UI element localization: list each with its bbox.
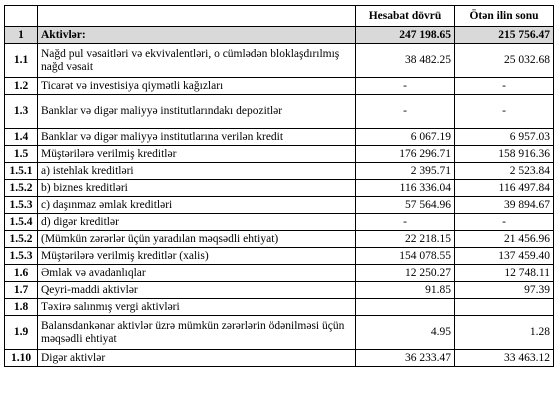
row-number: 1.3 bbox=[5, 95, 38, 129]
table-header-row bbox=[5, 6, 554, 27]
row-number: 1.5.3 bbox=[5, 197, 38, 214]
table-row bbox=[5, 316, 554, 350]
row-number: 1.7 bbox=[5, 282, 38, 299]
row-description: a) istehlak kreditləri bbox=[38, 163, 356, 180]
row-current-value: - bbox=[356, 95, 455, 129]
header-number-cell bbox=[5, 6, 38, 27]
table-row bbox=[5, 146, 554, 163]
row-previous-value: 6 957.03 bbox=[455, 129, 554, 146]
row-previous-value: 1.28 bbox=[455, 316, 554, 350]
row-previous-value: - bbox=[455, 214, 554, 231]
row-current-value: 247 198.65 bbox=[356, 27, 455, 44]
row-current-value: 22 218.15 bbox=[356, 231, 455, 248]
table-row bbox=[5, 95, 554, 129]
table-row bbox=[5, 180, 554, 197]
row-previous-value: 116 497.84 bbox=[455, 180, 554, 197]
table-row bbox=[5, 248, 554, 265]
table-row bbox=[5, 299, 554, 316]
row-previous-value: 137 459.40 bbox=[455, 248, 554, 265]
row-previous-value bbox=[455, 299, 554, 316]
row-description: d) digər kreditlər bbox=[38, 214, 356, 231]
row-current-value: 2 395.71 bbox=[356, 163, 455, 180]
row-current-value: 57 564.96 bbox=[356, 197, 455, 214]
table-row bbox=[5, 350, 554, 367]
table-row bbox=[5, 231, 554, 248]
row-number: 1.1 bbox=[5, 44, 38, 78]
row-number: 1.5 bbox=[5, 146, 38, 163]
table-row bbox=[5, 282, 554, 299]
row-previous-value: 12 748.11 bbox=[455, 265, 554, 282]
row-number: 1.5.2 bbox=[5, 231, 38, 248]
table-row bbox=[5, 129, 554, 146]
row-current-value: 4.95 bbox=[356, 316, 455, 350]
row-description: Müştərilərə verilmiş kreditlər bbox=[38, 146, 356, 163]
row-number: 1.10 bbox=[5, 350, 38, 367]
header-current-period: Hesabat dövrü bbox=[356, 6, 455, 27]
row-number: 1.4 bbox=[5, 129, 38, 146]
row-previous-value: - bbox=[455, 95, 554, 129]
row-current-value: 116 336.04 bbox=[356, 180, 455, 197]
row-description: c) daşınmaz əmlak kreditləri bbox=[38, 197, 356, 214]
row-description: (Mümkün zərərlər üçün yaradılan məqsədli ehtiyat) bbox=[38, 231, 356, 248]
table-row bbox=[5, 44, 554, 78]
header-description-cell bbox=[38, 6, 356, 27]
row-description: Aktivlər: bbox=[38, 27, 356, 44]
row-description: Ticarət və investisiya qiymətli kağızları bbox=[38, 78, 356, 95]
row-current-value: - bbox=[356, 78, 455, 95]
row-current-value: 12 250.27 bbox=[356, 265, 455, 282]
row-description: Banklar və digər maliyyə institutlarındakı depozitlər bbox=[38, 95, 356, 129]
row-number: 1.9 bbox=[5, 316, 38, 350]
row-current-value: 38 482.25 bbox=[356, 44, 455, 78]
row-previous-value: 158 916.36 bbox=[455, 146, 554, 163]
row-current-value: 154 078.55 bbox=[356, 248, 455, 265]
row-description: Müştərilərə verilmiş kreditlər (xalis) bbox=[38, 248, 356, 265]
row-description: Qeyri-maddi aktivlər bbox=[38, 282, 356, 299]
row-description: Banklar və digər maliyyə institutlarına verilən kredit bbox=[38, 129, 356, 146]
row-number: 1.5.3 bbox=[5, 248, 38, 265]
table-row bbox=[5, 27, 554, 44]
row-number: 1.5.4 bbox=[5, 214, 38, 231]
table-row bbox=[5, 197, 554, 214]
row-number: 1 bbox=[5, 27, 38, 44]
row-description: Təxirə salınmış vergi aktivləri bbox=[38, 299, 356, 316]
table-row bbox=[5, 265, 554, 282]
row-number: 1.2 bbox=[5, 78, 38, 95]
row-description: b) biznes kreditləri bbox=[38, 180, 356, 197]
row-previous-value: 2 523.84 bbox=[455, 163, 554, 180]
row-number: 1.6 bbox=[5, 265, 38, 282]
row-current-value: 6 067.19 bbox=[356, 129, 455, 146]
row-current-value: 36 233.47 bbox=[356, 350, 455, 367]
row-current-value: 91.85 bbox=[356, 282, 455, 299]
row-number: 1.5.2 bbox=[5, 180, 38, 197]
row-number: 1.8 bbox=[5, 299, 38, 316]
row-previous-value: 39 894.67 bbox=[455, 197, 554, 214]
row-description: Nağd pul vəsaitləri və ekvivalentləri, o cümlədən bloklaşdırılmış nağd vəsait bbox=[38, 44, 356, 78]
table-row bbox=[5, 163, 554, 180]
row-number: 1.5.1 bbox=[5, 163, 38, 180]
row-previous-value: 215 756.47 bbox=[455, 27, 554, 44]
table-row bbox=[5, 214, 554, 231]
row-previous-value: - bbox=[455, 78, 554, 95]
row-current-value: - bbox=[356, 214, 455, 231]
table-row bbox=[5, 78, 554, 95]
row-current-value: 176 296.71 bbox=[356, 146, 455, 163]
row-previous-value: 97.39 bbox=[455, 282, 554, 299]
row-previous-value: 33 463.12 bbox=[455, 350, 554, 367]
row-previous-value: 21 456.96 bbox=[455, 231, 554, 248]
row-description: Əmlak və avadanlıqlar bbox=[38, 265, 356, 282]
row-previous-value: 25 032.68 bbox=[455, 44, 554, 78]
row-description: Balansdankənar aktivlər üzrə mümkün zərərlərin ödənilməsi üçün məqsədli ehtiyat bbox=[38, 316, 356, 350]
header-previous-year-end: Ötən ilin sonu bbox=[455, 6, 554, 27]
row-description: Digər aktivlər bbox=[38, 350, 356, 367]
assets-table bbox=[4, 5, 554, 367]
row-current-value bbox=[356, 299, 455, 316]
